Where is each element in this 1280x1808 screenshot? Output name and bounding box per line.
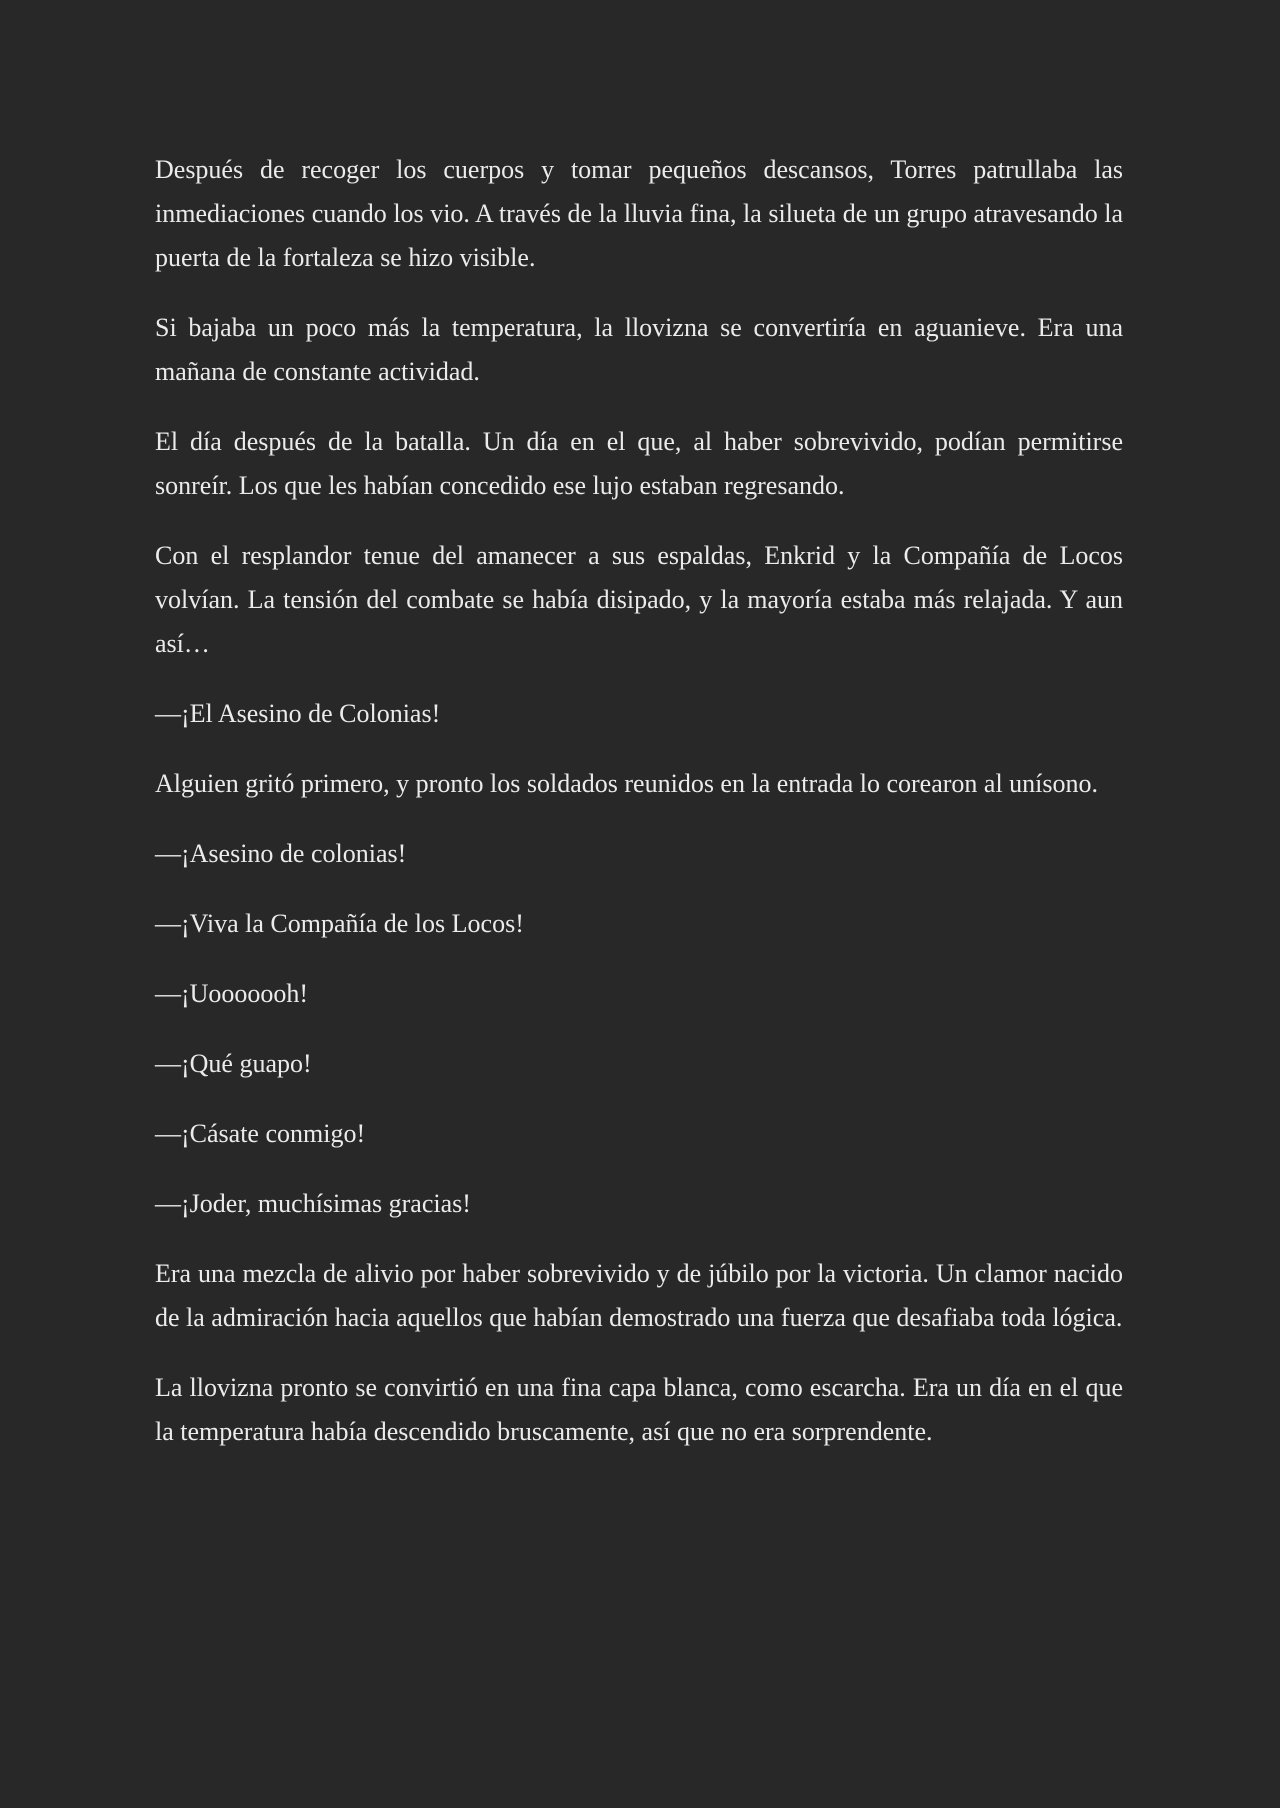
dialogue-line: —¡Viva la Compañía de los Locos! [155, 909, 524, 938]
chapter-text [155, 148, 1123, 1480]
dialogue-line: —¡Asesino de colonias! [155, 839, 407, 868]
paragraph: Era una mezcla de alivio por haber sobrevivido y de júbilo por la victoria. Un clamor nacido de la admiración hacia aquellos que habían demostrado una fuerza que desafiaba toda lógica. [155, 1259, 1123, 1332]
dialogue-line: —¡Qué guapo! [155, 1049, 312, 1078]
paragraph: El día después de la batalla. Un día en el que, al haber sobrevivido, podían permitirse sonreír. Los que les habían concedido ese lujo estaban regresando. [155, 427, 1123, 500]
paragraph: Con el resplandor tenue del amanecer a sus espaldas, Enkrid y la Compañía de Locos volvían. La tensión del combate se había disipado, y la mayoría estaba más relajada. Y aun así… [155, 541, 1123, 658]
paragraph: Después de recoger los cuerpos y tomar pequeños descansos, Torres patrullaba las inmediaciones cuando los vio. A través de la lluvia fina, la silueta de un grupo atravesando la puerta de la fortaleza se hizo visible. [155, 155, 1123, 272]
paragraph: Si bajaba un poco más la temperatura, la llovizna se convertiría en aguanieve. Era una mañana de constante actividad. [155, 313, 1123, 386]
dialogue-line: —¡Joder, muchísimas gracias! [155, 1189, 471, 1218]
paragraph: La llovizna pronto se convirtió en una fina capa blanca, como escarcha. Era un día en el que la temperatura había descendido bruscamente, así que no era sorprendente. [155, 1373, 1123, 1446]
paragraph: Alguien gritó primero, y pronto los soldados reunidos en la entrada lo corearon al unísono. [155, 769, 1099, 798]
dialogue-line: —¡Uooooooh! [155, 979, 309, 1008]
dialogue-line: —¡El Asesino de Colonias! [155, 699, 441, 728]
dialogue-line: —¡Cásate conmigo! [155, 1119, 366, 1148]
